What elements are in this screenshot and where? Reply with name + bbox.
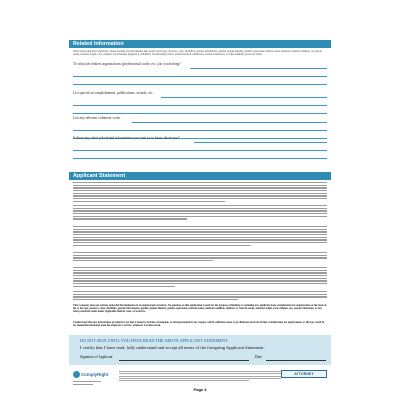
- statement-paragraph: [73, 252, 327, 263]
- footer: [69, 367, 331, 395]
- signature-box: [69, 335, 331, 365]
- statement-paragraph: [73, 291, 327, 302]
- statement-paragraph: [73, 267, 327, 289]
- signature-label: Signature of Applicant: [80, 355, 113, 359]
- nondiscrimination-notice: This Company does not tolerate unlawful discrimination in its employment practices. No question on this application is used for the purpose of limiting or excluding any applicant from consideration for employment on the basis of his or her age, ancestry, color, disability, genetic information, gender, gender identity, gender expression, marital status, medical condition, military or veteran status, national origin, race, religion, sex, sexual orientation, or any other protected status under applicable federal, state, or local law.: [73, 304, 327, 314]
- date-label: Date: [255, 355, 262, 359]
- question-accomplishments: List special accomplishments, publications, awards, etc.: [73, 91, 154, 95]
- do-not-sign-warning: DO NOT SIGN UNTIL YOU HAVE READ THE ABOVE APPLICANT STATEMENT.: [80, 338, 229, 343]
- attorney-badge: ATTORNEY: [281, 370, 327, 378]
- statement-paragraph: [73, 226, 327, 248]
- brand-fine-print: [73, 384, 93, 385]
- complyright-logo-icon: [73, 371, 80, 378]
- answer-line[interactable]: [194, 142, 327, 143]
- answer-line[interactable]: [161, 97, 327, 98]
- question-organizations: To what job related organizations (professional, trade, etc.) do you belong?: [73, 62, 181, 66]
- related-information-header: Related Information: [69, 40, 331, 48]
- application-page: [68, 5, 332, 395]
- certification-statement: I certify that I have read, fully understand and accept all terms of the foregoing Applicant Statement.: [80, 345, 265, 350]
- related-information-instructions: When answering these questions, please exclude any information that would reveal age, ancestry, color, disability, genetic information, gender, gender identity, gender expression, marital status, medical condition, military or veteran status, national origin, race, religion, sex (includes pregnancy, childbirth, breastfeeding and/or related medical conditions), sexual orientation, or other similarly protected status.: [73, 50, 322, 57]
- date-line[interactable]: [266, 360, 326, 361]
- signature-line[interactable]: [119, 360, 249, 361]
- answer-line[interactable]: [73, 76, 327, 77]
- applicant-statement-header: Applicant Statement: [69, 172, 331, 180]
- question-other-info: Is there any other job related information you want us to know about you?: [73, 136, 180, 140]
- answer-line[interactable]: [73, 158, 327, 159]
- page-number: Page 4: [193, 387, 207, 392]
- brand-fine-print: [73, 381, 101, 382]
- answer-line[interactable]: [132, 122, 327, 123]
- question-volunteer-work: List any relevant volunteer work.: [73, 116, 121, 120]
- answer-line[interactable]: [73, 105, 327, 106]
- statement-paragraph: [73, 182, 327, 204]
- answer-line[interactable]: [73, 113, 327, 114]
- answer-line[interactable]: [73, 84, 327, 85]
- answer-line[interactable]: [190, 68, 327, 69]
- statement-paragraph: [73, 205, 327, 221]
- brand-name: ComplyRight: [81, 372, 109, 377]
- answer-line[interactable]: [73, 150, 327, 151]
- legal-disclaimer: [119, 371, 281, 381]
- false-information-acknowledgment: I understand that any information provided by me that is found to be false, incomplete, or misrepresented in any respect, will be sufficient cause to (i) eliminate me from further consideration for employment, or (ii) may result in my immediate discharge from the employer's service, whenever it is discovered.: [73, 321, 325, 328]
- answer-line[interactable]: [73, 130, 327, 131]
